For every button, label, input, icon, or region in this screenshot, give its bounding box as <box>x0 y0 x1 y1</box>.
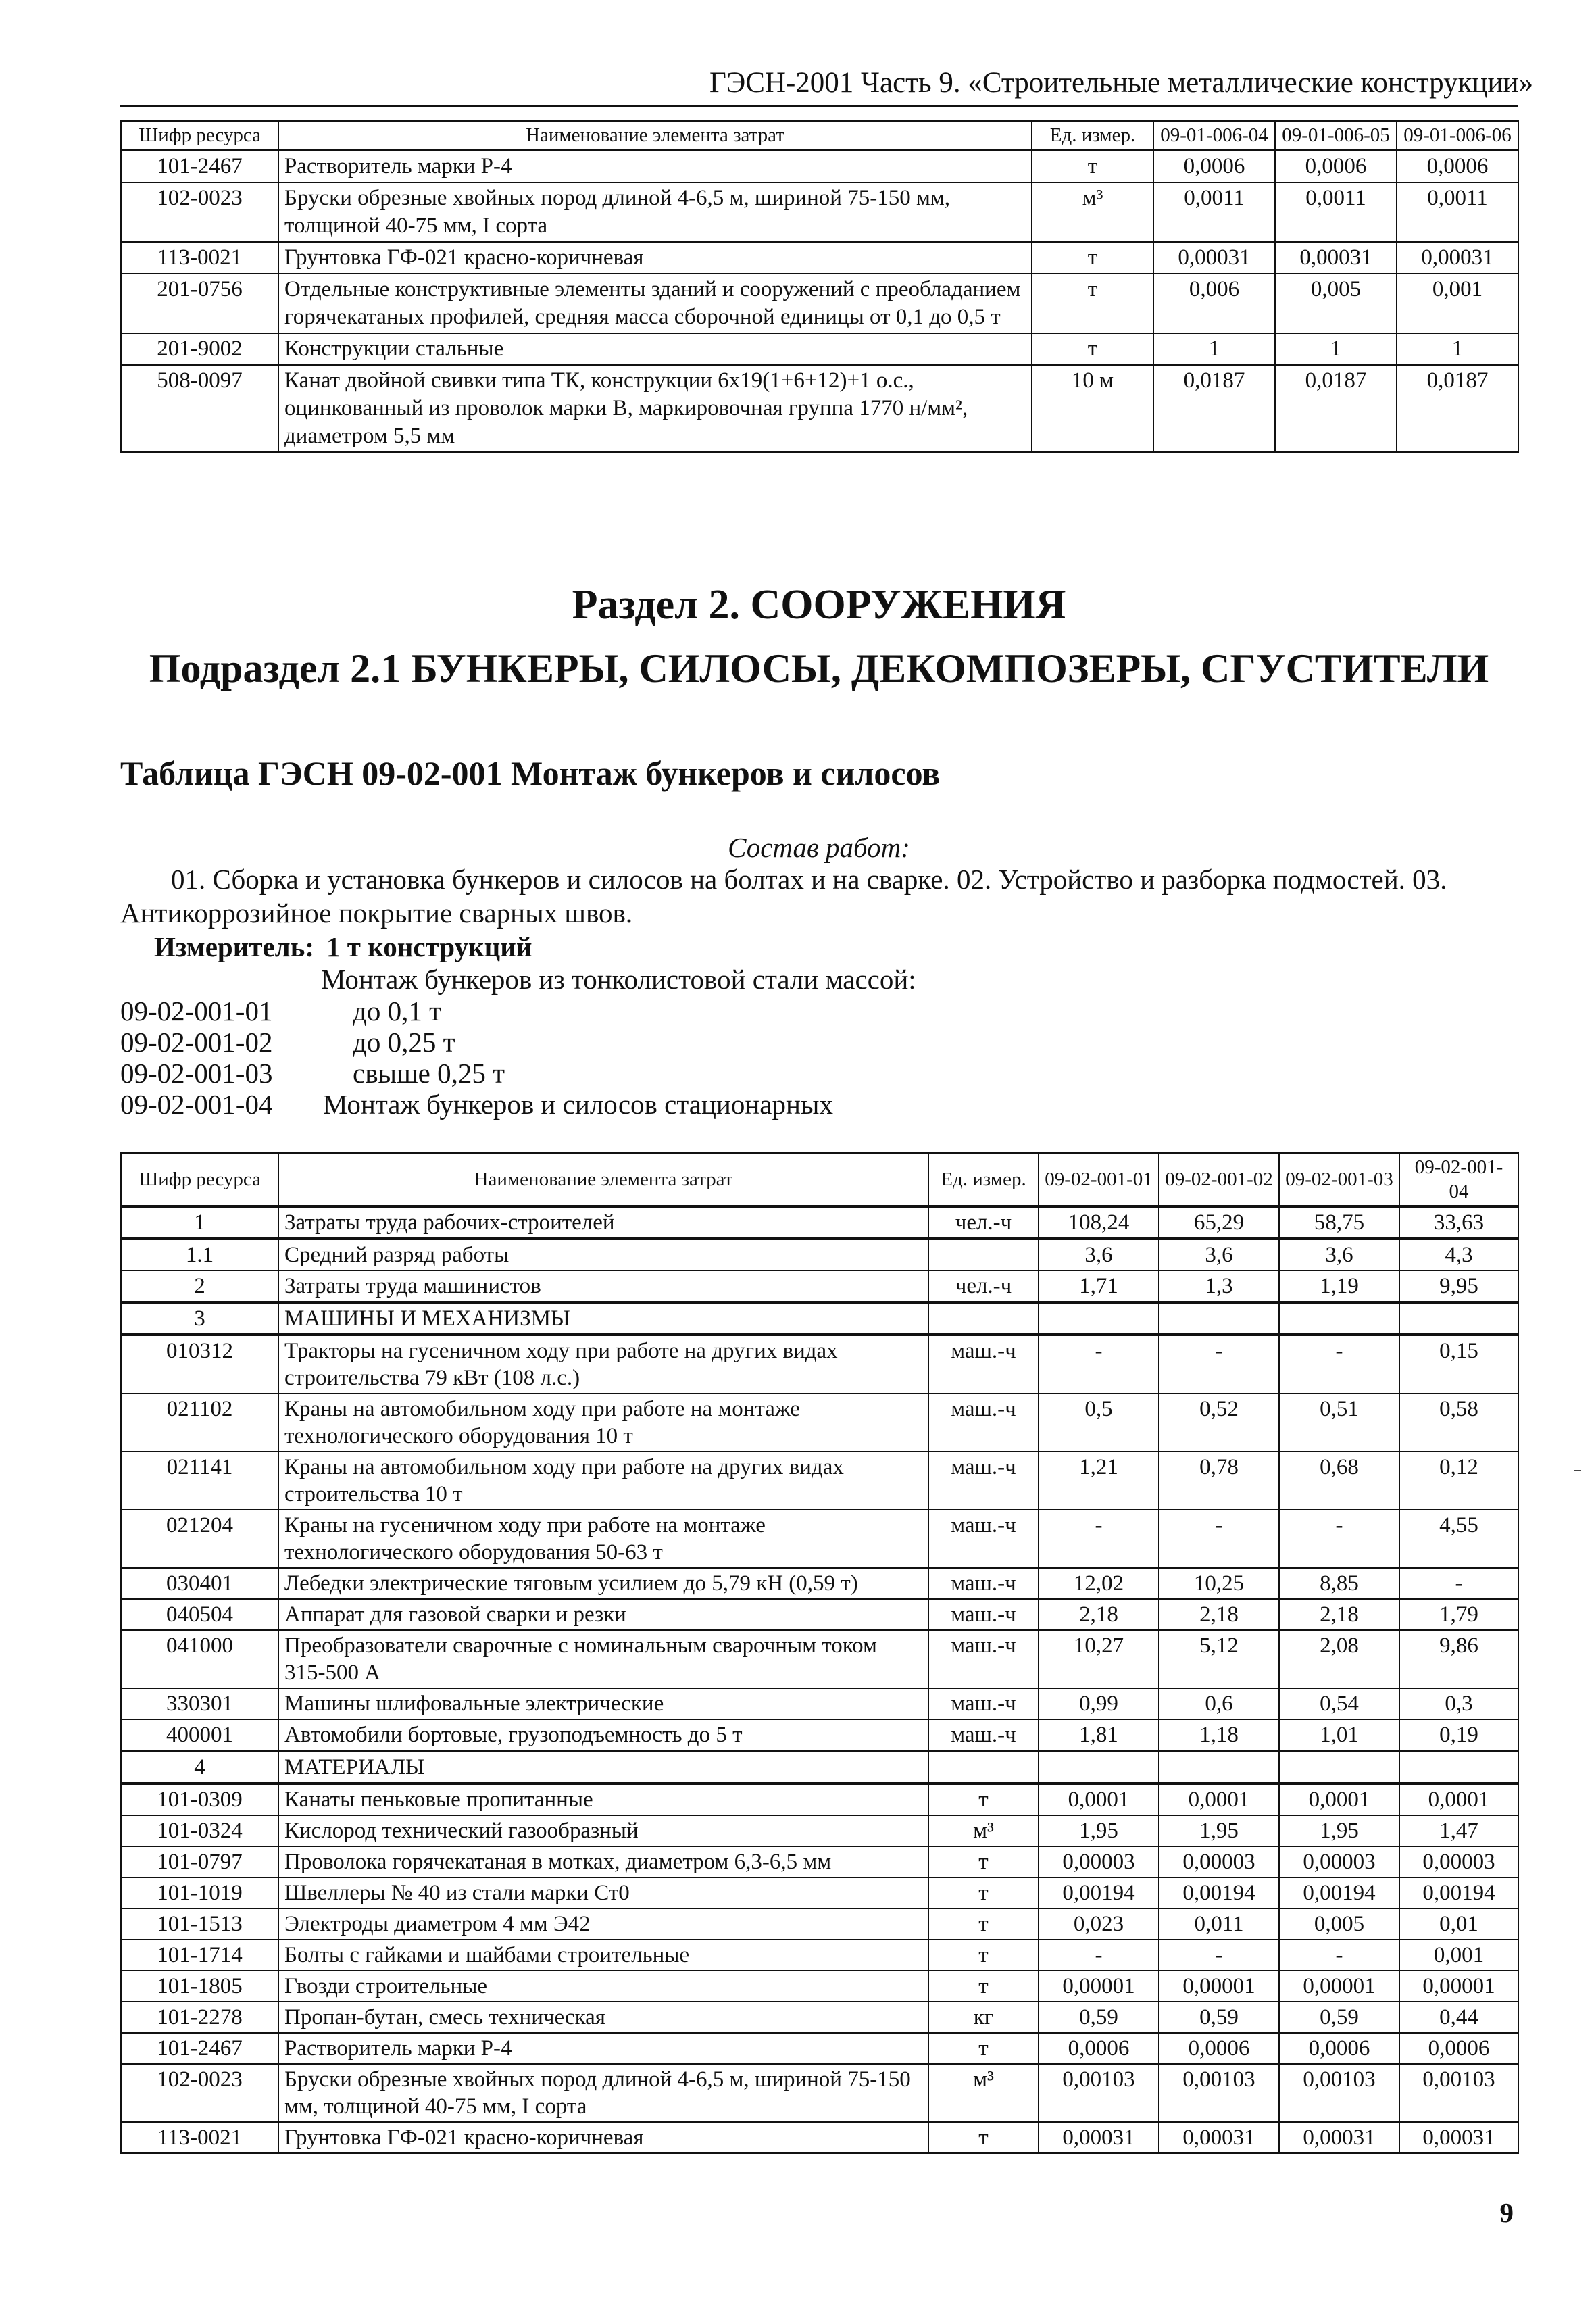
value-cell: 0,00194 <box>1039 1877 1159 1909</box>
value-cell: 58,75 <box>1279 1206 1399 1239</box>
table-row <box>121 1909 1518 1940</box>
value-cell: 0,54 <box>1279 1688 1399 1719</box>
value-cell <box>1279 1751 1399 1783</box>
value-cell <box>1399 1751 1518 1783</box>
header-rule <box>120 105 1518 107</box>
cost-item-name: Грунтовка ГФ-021 красно-коричневая <box>278 242 1032 274</box>
resource-code: 101-0324 <box>121 1815 278 1846</box>
table-row <box>121 1719 1518 1751</box>
value-cell: 0,005 <box>1279 1909 1399 1940</box>
table-row <box>121 1239 1518 1271</box>
resource-code: 041000 <box>121 1630 278 1688</box>
value-cell: 1,01 <box>1279 1719 1399 1751</box>
category-row <box>121 1751 1518 1783</box>
value-cell: 0,0006 <box>1397 150 1518 182</box>
value-cell <box>1039 1302 1159 1335</box>
table-prev-continuation <box>120 120 1519 453</box>
resource-code: 508-0097 <box>121 365 278 452</box>
value-cell: 1,95 <box>1039 1815 1159 1846</box>
cost-item-name: МАШИНЫ И МЕХАНИЗМЫ <box>278 1302 928 1335</box>
cost-item-name: МАТЕРИАЛЫ <box>278 1751 928 1783</box>
resource-code: 201-0756 <box>121 274 278 333</box>
value-cell: 0,44 <box>1399 2002 1518 2033</box>
unit: маш.-ч <box>928 1568 1039 1599</box>
value-cell: 1,71 <box>1039 1271 1159 1302</box>
cost-item-name: Кислород технический газообразный <box>278 1815 928 1846</box>
value-cell: 0,15 <box>1399 1335 1518 1394</box>
value-cell: 0,00103 <box>1039 2064 1159 2122</box>
value-cell: 0,00031 <box>1275 242 1397 274</box>
table-row <box>121 1815 1518 1846</box>
value-cell: 0,00194 <box>1399 1877 1518 1909</box>
col-header-code: Шифр ресурса <box>121 1153 278 1206</box>
value-cell: 1,79 <box>1399 1599 1518 1630</box>
table-row <box>121 2122 1518 2153</box>
value-cell: 0,01 <box>1399 1909 1518 1940</box>
resource-code: 1 <box>121 1206 278 1239</box>
unit: т <box>928 1783 1039 1815</box>
resource-code: 021204 <box>121 1510 278 1568</box>
cost-item-name: Проволока горячекатаная в мотках, диаметром 6,3-6,5 мм <box>278 1846 928 1877</box>
variant-text: Монтаж бункеров и силосов стационарных <box>323 1089 833 1120</box>
cost-item-name: Электроды диаметром 4 мм Э42 <box>278 1909 928 1940</box>
value-cell: 4,55 <box>1399 1510 1518 1568</box>
resource-code: 400001 <box>121 1719 278 1751</box>
value-cell: 0,00103 <box>1279 2064 1399 2122</box>
value-cell: 0,00103 <box>1399 2064 1518 2122</box>
running-header: ГЭСН-2001 Часть 9. «Строительные металлические конструкции» <box>709 67 1534 99</box>
table-row <box>121 150 1518 182</box>
unit: т <box>928 1909 1039 1940</box>
resource-code: 021141 <box>121 1452 278 1510</box>
table-row <box>121 333 1518 365</box>
value-cell: 9,95 <box>1399 1271 1518 1302</box>
resource-code: 021102 <box>121 1394 278 1452</box>
value-cell <box>1159 1302 1279 1335</box>
value-cell: 0,0011 <box>1153 182 1275 242</box>
resource-code: 101-1714 <box>121 1940 278 1971</box>
value-cell: 0,00031 <box>1159 2122 1279 2153</box>
value-cell: 0,0001 <box>1399 1783 1518 1815</box>
work-composition-text: 01. Сборка и установка бункеров и силосов на болтах и на сварке. 02. Устройство и разборка подмостей. 03. Антикоррозийное покрытие сварных швов. <box>120 864 1447 929</box>
value-cell: 0,0001 <box>1279 1783 1399 1815</box>
resource-code: 1.1 <box>121 1239 278 1271</box>
cost-item-name: Конструкции стальные <box>278 333 1032 365</box>
unit: т <box>1032 333 1153 365</box>
value-cell: 0,5 <box>1039 1394 1159 1452</box>
subsection-title: Подраздел 2.1 БУНКЕРЫ, СИЛОСЫ, ДЕКОМПОЗЕРЫ, СГУСТИТЕЛИ <box>149 646 1489 691</box>
resource-code: 4 <box>121 1751 278 1783</box>
value-cell: 0,0006 <box>1279 2033 1399 2064</box>
unit <box>928 1751 1039 1783</box>
value-cell: 0,011 <box>1159 1909 1279 1940</box>
table-row <box>121 2002 1518 2033</box>
value-cell: 0,00001 <box>1399 1971 1518 2002</box>
resource-code: 101-2467 <box>121 150 278 182</box>
unit: м³ <box>928 1815 1039 1846</box>
value-cell: 0,00001 <box>1279 1971 1399 2002</box>
cost-item-name: Канат двойной свивки типа ТК, конструкции 6х19(1+6+12)+1 о.с., оцинкованный из проволок марки В, маркировочная группа 1770 н/мм², диаметром 5,5 мм <box>278 365 1032 452</box>
resource-code: 101-0797 <box>121 1846 278 1877</box>
col-header-name: Наименование элемента затрат <box>278 121 1032 150</box>
resource-code: 101-1513 <box>121 1909 278 1940</box>
value-cell: 0,59 <box>1039 2002 1159 2033</box>
table-row <box>121 1394 1518 1452</box>
table-row <box>121 2033 1518 2064</box>
variant-code: 09-02-001-02 <box>120 1027 273 1058</box>
resource-code: 101-1805 <box>121 1971 278 2002</box>
value-cell: 1 <box>1397 333 1518 365</box>
value-cell: 0,00003 <box>1039 1846 1159 1877</box>
col-header-variant: 09-01-006-06 <box>1397 121 1518 150</box>
variant-code: 09-02-001-03 <box>120 1058 273 1089</box>
cost-item-name: Машины шлифовальные электрические <box>278 1688 928 1719</box>
unit: маш.-ч <box>928 1335 1039 1394</box>
table-row <box>121 2064 1518 2122</box>
value-cell: 10,27 <box>1039 1630 1159 1688</box>
table-title: Таблица ГЭСН 09-02-001 Монтаж бункеров и силосов <box>120 754 941 792</box>
value-cell: - <box>1039 1335 1159 1394</box>
value-cell: 0,00031 <box>1399 2122 1518 2153</box>
cost-item-name: Аппарат для газовой сварки и резки <box>278 1599 928 1630</box>
value-cell: 2,18 <box>1279 1599 1399 1630</box>
value-cell: 1,95 <box>1159 1815 1279 1846</box>
value-cell: 3,6 <box>1279 1239 1399 1271</box>
value-cell: - <box>1159 1510 1279 1568</box>
unit: т <box>928 2033 1039 2064</box>
category-row <box>121 1302 1518 1335</box>
variant-text: свыше 0,25 т <box>353 1058 505 1089</box>
unit: маш.-ч <box>928 1599 1039 1630</box>
value-cell: 0,99 <box>1039 1688 1159 1719</box>
resource-code: 101-2467 <box>121 2033 278 2064</box>
unit <box>928 1239 1039 1271</box>
table-row <box>121 1510 1518 1568</box>
value-cell: - <box>1279 1335 1399 1394</box>
value-cell: 0,58 <box>1399 1394 1518 1452</box>
cost-item-name: Краны на автомобильном ходу при работе на других видах строительства 10 т <box>278 1452 928 1510</box>
value-cell: 1,19 <box>1279 1271 1399 1302</box>
table-row <box>121 242 1518 274</box>
scan-mark <box>1574 1470 1581 1471</box>
work-composition-heading: Состав работ: <box>728 832 910 863</box>
table-row <box>121 1877 1518 1909</box>
value-cell: 10,25 <box>1159 1568 1279 1599</box>
value-cell: 0,52 <box>1159 1394 1279 1452</box>
table-row <box>121 274 1518 333</box>
cost-item-name: Затраты труда машинистов <box>278 1271 928 1302</box>
resource-code: 330301 <box>121 1688 278 1719</box>
value-cell: 0,0006 <box>1399 2033 1518 2064</box>
cost-item-name: Преобразователи сварочные с номинальным сварочным током 315-500 А <box>278 1630 928 1688</box>
value-cell: 108,24 <box>1039 1206 1159 1239</box>
value-cell: 8,85 <box>1279 1568 1399 1599</box>
value-cell: 0,00031 <box>1039 2122 1159 2153</box>
value-cell: 0,00003 <box>1399 1846 1518 1877</box>
value-cell: 0,00031 <box>1279 2122 1399 2153</box>
value-cell: - <box>1279 1940 1399 1971</box>
value-cell: 0,00001 <box>1159 1971 1279 2002</box>
resource-code: 2 <box>121 1271 278 1302</box>
value-cell: 33,63 <box>1399 1206 1518 1239</box>
value-cell: 1,21 <box>1039 1452 1159 1510</box>
unit: т <box>928 1940 1039 1971</box>
value-cell: 0,0187 <box>1397 365 1518 452</box>
col-header-unit: Ед. измер. <box>1032 121 1153 150</box>
resource-code: 102-0023 <box>121 2064 278 2122</box>
value-cell: 1,3 <box>1159 1271 1279 1302</box>
value-cell: 0,0187 <box>1153 365 1275 452</box>
col-header-unit: Ед. измер. <box>928 1153 1039 1206</box>
value-cell: - <box>1399 1568 1518 1599</box>
table-row <box>121 1206 1518 1239</box>
value-cell: 0,00003 <box>1279 1846 1399 1877</box>
unit: т <box>1032 150 1153 182</box>
table-row <box>121 1688 1518 1719</box>
value-cell <box>1039 1751 1159 1783</box>
cost-item-name: Растворитель марки Р-4 <box>278 150 1032 182</box>
value-cell: 0,001 <box>1397 274 1518 333</box>
page-number: 9 <box>1499 2197 1514 2228</box>
variant-text: до 0,25 т <box>353 1027 455 1058</box>
value-cell: 0,00194 <box>1279 1877 1399 1909</box>
resource-code: 113-0021 <box>121 2122 278 2153</box>
cost-item-name: Лебедки электрические тяговым усилием до 5,79 кН (0,59 т) <box>278 1568 928 1599</box>
value-cell: 0,023 <box>1039 1909 1159 1940</box>
meter-value: 1 т конструкций <box>326 931 532 962</box>
cost-item-name: Бруски обрезные хвойных пород длиной 4-6,5 м, шириной 75-150 мм, толщиной 40-75 мм, I сорта <box>278 2064 928 2122</box>
cost-item-name: Краны на гусеничном ходу при работе на монтаже технологического оборудования 50-63 т <box>278 1510 928 1568</box>
col-header-code: Шифр ресурса <box>121 121 278 150</box>
resource-code: 113-0021 <box>121 242 278 274</box>
unit: маш.-ч <box>928 1510 1039 1568</box>
unit: маш.-ч <box>928 1719 1039 1751</box>
table-row <box>121 1940 1518 1971</box>
unit: т <box>928 1971 1039 2002</box>
cost-item-name: Краны на автомобильном ходу при работе на монтаже технологического оборудования 10 т <box>278 1394 928 1452</box>
unit: т <box>928 1877 1039 1909</box>
col-header-variant: 09-01-006-04 <box>1153 121 1275 150</box>
cost-item-name: Гвозди строительные <box>278 1971 928 2002</box>
value-cell: 0,0001 <box>1159 1783 1279 1815</box>
resource-code: 101-1019 <box>121 1877 278 1909</box>
variant-code: 09-02-001-04 <box>120 1089 273 1120</box>
resource-code: 040504 <box>121 1599 278 1630</box>
col-header-variant: 09-02-001-02 <box>1159 1153 1279 1206</box>
table-row <box>121 1846 1518 1877</box>
cost-item-name: Пропан-бутан, смесь техническая <box>278 2002 928 2033</box>
value-cell: 5,12 <box>1159 1630 1279 1688</box>
value-cell: 0,19 <box>1399 1719 1518 1751</box>
value-cell: 0,00031 <box>1153 242 1275 274</box>
table-row <box>121 1452 1518 1510</box>
value-cell: - <box>1159 1940 1279 1971</box>
unit: кг <box>928 2002 1039 2033</box>
value-cell: 0,00003 <box>1159 1846 1279 1877</box>
unit: чел.-ч <box>928 1271 1039 1302</box>
unit <box>928 1302 1039 1335</box>
cost-item-name: Затраты труда рабочих-строителей <box>278 1206 928 1239</box>
table-row <box>121 365 1518 452</box>
value-cell: 0,6 <box>1159 1688 1279 1719</box>
value-cell: - <box>1279 1510 1399 1568</box>
value-cell: 1 <box>1153 333 1275 365</box>
value-cell: 0,0006 <box>1275 150 1397 182</box>
table-row <box>121 1599 1518 1630</box>
resource-code: 010312 <box>121 1335 278 1394</box>
cost-item-name: Тракторы на гусеничном ходу при работе на других видах строительства 79 кВт (108 л.с.) <box>278 1335 928 1394</box>
value-cell: 0,68 <box>1279 1452 1399 1510</box>
value-cell: 0,00194 <box>1159 1877 1279 1909</box>
table-row <box>121 1335 1518 1394</box>
value-cell: 0,0006 <box>1039 2033 1159 2064</box>
value-cell: 0,0001 <box>1039 1783 1159 1815</box>
value-cell: 0,0011 <box>1275 182 1397 242</box>
meter-line <box>154 931 532 963</box>
cost-item-name: Бруски обрезные хвойных пород длиной 4-6,5 м, шириной 75-150 мм, толщиной 40-75 мм, I сорта <box>278 182 1032 242</box>
value-cell: 0,59 <box>1279 2002 1399 2033</box>
col-header-variant: 09-02-001-01 <box>1039 1153 1159 1206</box>
value-cell: 3,6 <box>1159 1239 1279 1271</box>
value-cell: 1,18 <box>1159 1719 1279 1751</box>
value-cell: 0,0006 <box>1159 2033 1279 2064</box>
value-cell: 1,95 <box>1279 1815 1399 1846</box>
unit: 10 м <box>1032 365 1153 452</box>
col-header-variant: 09-01-006-05 <box>1275 121 1397 150</box>
cost-item-name: Грунтовка ГФ-021 красно-коричневая <box>278 2122 928 2153</box>
resource-code: 3 <box>121 1302 278 1335</box>
value-cell: 0,0187 <box>1275 365 1397 452</box>
resource-code: 101-0309 <box>121 1783 278 1815</box>
resource-code: 102-0023 <box>121 182 278 242</box>
cost-item-name: Болты с гайками и шайбами строительные <box>278 1940 928 1971</box>
value-cell: 1,81 <box>1039 1719 1159 1751</box>
table-row <box>121 1568 1518 1599</box>
resource-code: 101-2278 <box>121 2002 278 2033</box>
value-cell: 0,00103 <box>1159 2064 1279 2122</box>
table-row <box>121 182 1518 242</box>
value-cell: 0,0011 <box>1397 182 1518 242</box>
value-cell: 3,6 <box>1039 1239 1159 1271</box>
table-row <box>121 1783 1518 1815</box>
value-cell: 0,006 <box>1153 274 1275 333</box>
value-cell: 1 <box>1275 333 1397 365</box>
value-cell: 12,02 <box>1039 1568 1159 1599</box>
unit: м³ <box>1032 182 1153 242</box>
col-header-variant: 09-02-001-04 <box>1399 1153 1518 1206</box>
unit: маш.-ч <box>928 1452 1039 1510</box>
value-cell: 1,47 <box>1399 1815 1518 1846</box>
value-cell: 0,3 <box>1399 1688 1518 1719</box>
value-cell: 0,59 <box>1159 2002 1279 2033</box>
table-row <box>121 1630 1518 1688</box>
cost-item-name: Средний разряд работы <box>278 1239 928 1271</box>
cost-item-name: Отдельные конструктивные элементы зданий и сооружений с преобладанием горячекатаных профилей, средняя масса сборочной единицы от 0,1 до 0,5 т <box>278 274 1032 333</box>
value-cell <box>1159 1751 1279 1783</box>
unit: маш.-ч <box>928 1630 1039 1688</box>
table-row <box>121 1271 1518 1302</box>
unit: т <box>928 2122 1039 2153</box>
cost-item-name: Автомобили бортовые, грузоподъемность до 5 т <box>278 1719 928 1751</box>
value-cell: 0,12 <box>1399 1452 1518 1510</box>
value-cell: 2,18 <box>1039 1599 1159 1630</box>
unit: чел.-ч <box>928 1206 1039 1239</box>
unit: маш.-ч <box>928 1688 1039 1719</box>
value-cell: 65,29 <box>1159 1206 1279 1239</box>
unit: т <box>1032 242 1153 274</box>
cost-item-name: Канаты пеньковые пропитанные <box>278 1783 928 1815</box>
value-cell: 0,001 <box>1399 1940 1518 1971</box>
unit: м³ <box>928 2064 1039 2122</box>
table-row <box>121 1971 1518 2002</box>
resource-code: 201-9002 <box>121 333 278 365</box>
value-cell <box>1399 1302 1518 1335</box>
value-cell: 0,51 <box>1279 1394 1399 1452</box>
variant-text: до 0,1 т <box>353 995 442 1027</box>
unit: т <box>928 1846 1039 1877</box>
value-cell: 0,00031 <box>1397 242 1518 274</box>
unit: маш.-ч <box>928 1394 1039 1452</box>
value-cell: 2,18 <box>1159 1599 1279 1630</box>
value-cell: 9,86 <box>1399 1630 1518 1688</box>
unit: т <box>1032 274 1153 333</box>
cost-item-name: Швеллеры № 40 из стали марки Ст0 <box>278 1877 928 1909</box>
value-cell: 0,00001 <box>1039 1971 1159 2002</box>
value-cell: - <box>1039 1940 1159 1971</box>
col-header-variant: 09-02-001-03 <box>1279 1153 1399 1206</box>
value-cell <box>1279 1302 1399 1335</box>
value-cell: 0,0006 <box>1153 150 1275 182</box>
cost-item-name: Растворитель марки Р-4 <box>278 2033 928 2064</box>
value-cell: 0,005 <box>1275 274 1397 333</box>
table-09-02-001 <box>120 1152 1519 2154</box>
col-header-name: Наименование элемента затрат <box>278 1153 928 1206</box>
meter-label: Измеритель: <box>154 931 315 962</box>
value-cell: 2,08 <box>1279 1630 1399 1688</box>
variant-intro: Монтаж бункеров из тонколистовой стали массой: <box>321 964 916 995</box>
value-cell: - <box>1159 1335 1279 1394</box>
value-cell: 0,78 <box>1159 1452 1279 1510</box>
resource-code: 030401 <box>121 1568 278 1599</box>
section-title: Раздел 2. СООРУЖЕНИЯ <box>572 582 1066 628</box>
value-cell: - <box>1039 1510 1159 1568</box>
value-cell: 4,3 <box>1399 1239 1518 1271</box>
variant-code: 09-02-001-01 <box>120 995 273 1027</box>
